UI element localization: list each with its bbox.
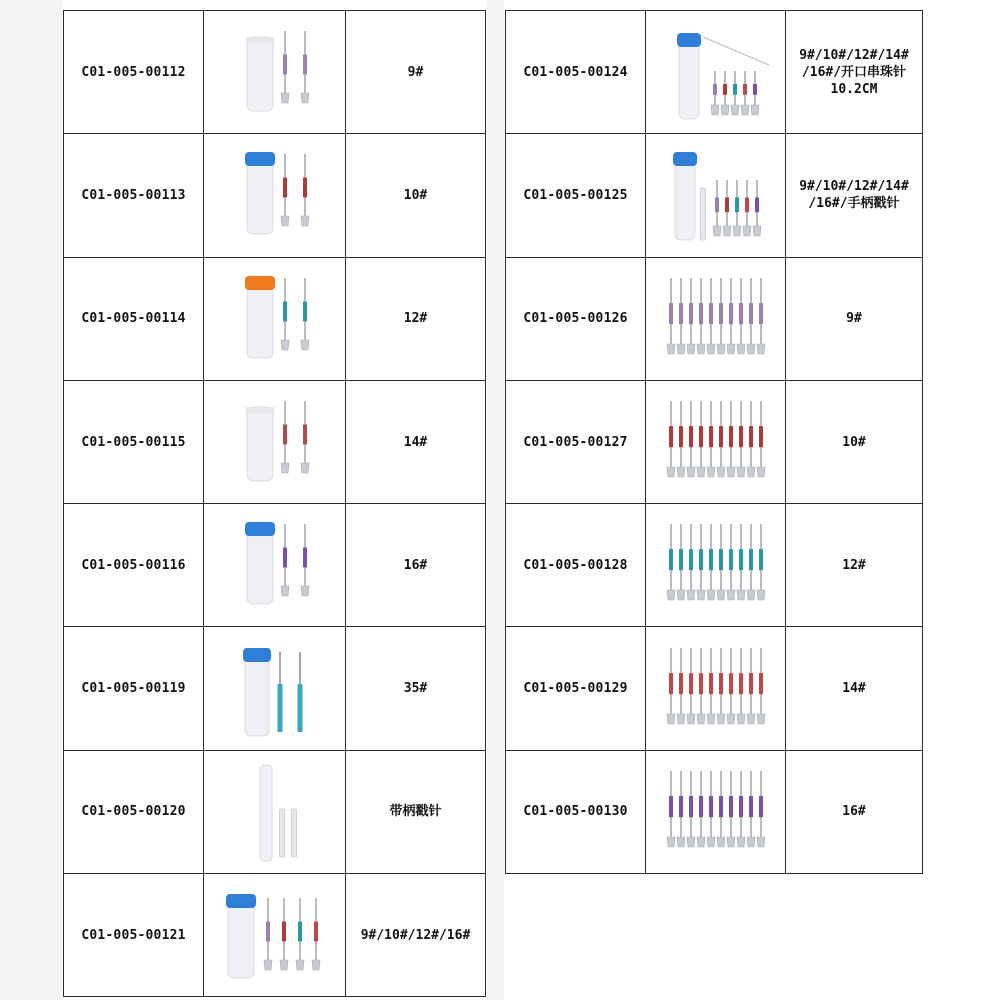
needle-hub — [301, 586, 309, 596]
product-image-cell — [646, 257, 786, 380]
needle-hub — [707, 590, 715, 600]
product-code: C01-005-00116 — [64, 504, 204, 627]
needle-band — [709, 303, 713, 324]
needle-band — [753, 84, 757, 95]
needle-band — [709, 549, 713, 570]
tube-cap — [245, 152, 275, 166]
needle-band — [679, 426, 683, 447]
needle-hub — [667, 590, 675, 600]
rod — [291, 809, 296, 857]
needle-band — [709, 426, 713, 447]
needle-band — [719, 796, 723, 817]
product-row — [64, 11, 486, 134]
needle-hub — [737, 344, 745, 354]
needle-band — [283, 55, 287, 75]
product-row — [506, 134, 923, 257]
product-code: C01-005-00124 — [506, 11, 646, 134]
product-code: C01-005-00130 — [506, 750, 646, 873]
product-image-cell — [204, 627, 346, 750]
needle-band — [739, 426, 743, 447]
needle-band — [298, 922, 302, 942]
product-code: C01-005-00120 — [64, 750, 204, 873]
product-row — [64, 380, 486, 503]
needle-hub — [727, 344, 735, 354]
needle-hub — [727, 714, 735, 724]
needle-hub — [727, 837, 735, 847]
product-photo — [651, 510, 781, 620]
needle-band — [679, 303, 683, 324]
tube — [228, 902, 254, 978]
needle-hub — [264, 960, 272, 970]
needle-band — [699, 549, 703, 570]
needle-hub — [281, 586, 289, 596]
product-row — [506, 380, 923, 503]
needle-hub — [757, 344, 765, 354]
product-row — [506, 750, 923, 873]
needle-band — [669, 673, 673, 694]
needle-band — [749, 673, 753, 694]
product-code: C01-005-00125 — [506, 134, 646, 257]
tube-rim — [246, 37, 274, 43]
needle-hub — [717, 714, 725, 724]
needle-band — [283, 178, 287, 198]
needle-hub — [737, 837, 745, 847]
product-spec: 12# — [346, 257, 486, 380]
product-code: C01-005-00114 — [64, 257, 204, 380]
needle-hub — [697, 467, 705, 477]
product-image-cell — [646, 627, 786, 750]
needle-handle — [277, 684, 282, 732]
needle-band — [314, 922, 318, 942]
needle-band — [699, 426, 703, 447]
needle-hub — [281, 93, 289, 103]
product-image-cell — [646, 134, 786, 257]
beading-wire — [703, 37, 769, 65]
tube — [675, 160, 695, 240]
needle-hub — [697, 344, 705, 354]
needle-band — [689, 673, 693, 694]
needle-hub — [757, 714, 765, 724]
product-code: C01-005-00121 — [64, 874, 204, 997]
needle-band — [669, 303, 673, 324]
needle-hub — [667, 837, 675, 847]
needle-hub — [747, 590, 755, 600]
needle-hub — [697, 837, 705, 847]
right-product-table — [505, 10, 923, 874]
needle-hub — [737, 714, 745, 724]
product-code: C01-005-00126 — [506, 257, 646, 380]
needle-hub — [677, 344, 685, 354]
product-spec: 9#/10#/12#/14# /16#/手柄戳针 — [786, 134, 923, 257]
needle-band — [723, 84, 727, 95]
product-photo — [210, 510, 340, 620]
needle-band — [719, 426, 723, 447]
product-image-cell — [646, 504, 786, 627]
needle-band — [679, 549, 683, 570]
needle-band — [303, 55, 307, 75]
needle-handle — [297, 684, 302, 732]
needle-hub — [753, 226, 761, 236]
needle-band — [283, 301, 287, 321]
product-row — [506, 11, 923, 134]
needle-hub — [751, 105, 759, 115]
needle-band — [282, 922, 286, 942]
product-image-cell — [646, 750, 786, 873]
needle-band — [749, 426, 753, 447]
needle-band — [669, 549, 673, 570]
product-row — [64, 750, 486, 873]
needle-hub — [737, 590, 745, 600]
needle-band — [689, 549, 693, 570]
needle-hub — [677, 590, 685, 600]
needle-hub — [721, 105, 729, 115]
product-spec: 35# — [346, 627, 486, 750]
needle-hub — [697, 714, 705, 724]
product-spec: 16# — [786, 750, 923, 873]
needle-band — [759, 426, 763, 447]
tube — [260, 765, 272, 861]
tube — [247, 284, 273, 358]
product-spec: 10# — [786, 380, 923, 503]
product-photo — [651, 264, 781, 374]
product-row — [64, 134, 486, 257]
needle-hub — [717, 590, 725, 600]
product-image-cell — [204, 11, 346, 134]
needle-band — [303, 548, 307, 568]
product-photo — [210, 17, 340, 127]
product-row — [64, 874, 486, 997]
needle-band — [749, 549, 753, 570]
needle-band — [283, 425, 287, 445]
needle-band — [689, 303, 693, 324]
needle-band — [755, 198, 759, 213]
needle-band — [689, 426, 693, 447]
product-image-cell — [204, 750, 346, 873]
product-row — [64, 504, 486, 627]
left-product-table — [63, 10, 486, 997]
product-image-cell — [204, 380, 346, 503]
center-gap-shade — [487, 0, 504, 1000]
needle-band — [266, 922, 270, 942]
product-spec: 10# — [346, 134, 486, 257]
needle-band — [679, 673, 683, 694]
product-row — [506, 257, 923, 380]
needle-hub — [707, 344, 715, 354]
needle-hub — [301, 340, 309, 350]
needle-band — [699, 673, 703, 694]
tube-cap — [673, 152, 697, 166]
needle-band — [729, 549, 733, 570]
needle-band — [715, 198, 719, 213]
product-photo — [651, 634, 781, 744]
needle-hub — [697, 590, 705, 600]
product-code: C01-005-00119 — [64, 627, 204, 750]
needle-band — [699, 303, 703, 324]
needle-hub — [687, 344, 695, 354]
needle-band — [713, 84, 717, 95]
needle-hub — [312, 960, 320, 970]
product-row — [506, 627, 923, 750]
needle-hub — [741, 105, 749, 115]
needle-hub — [711, 105, 719, 115]
needle-hub — [747, 837, 755, 847]
needle-hub — [301, 216, 309, 226]
needle-band — [729, 796, 733, 817]
product-photo — [210, 634, 340, 744]
needle-band — [735, 198, 739, 213]
needle-hub — [707, 467, 715, 477]
product-spec: 14# — [346, 380, 486, 503]
product-photo — [651, 17, 781, 127]
needle-hub — [747, 344, 755, 354]
product-spec: 9# — [786, 257, 923, 380]
needle-band — [729, 673, 733, 694]
needle-hub — [727, 467, 735, 477]
needle-hub — [727, 590, 735, 600]
needle-band — [709, 796, 713, 817]
product-code: C01-005-00128 — [506, 504, 646, 627]
needle-band — [303, 301, 307, 321]
needle-band — [719, 673, 723, 694]
needle-hub — [301, 463, 309, 473]
needle-hub — [737, 467, 745, 477]
needle-band — [303, 425, 307, 445]
needle-hub — [667, 344, 675, 354]
product-photo — [210, 264, 340, 374]
needle-hub — [281, 216, 289, 226]
needle-hub — [301, 93, 309, 103]
needle-hub — [717, 344, 725, 354]
product-photo — [651, 387, 781, 497]
needle-hub — [707, 837, 715, 847]
needle-hub — [677, 714, 685, 724]
needle-band — [699, 796, 703, 817]
product-photo — [210, 757, 340, 867]
needle-hub — [731, 105, 739, 115]
product-spec: 12# — [786, 504, 923, 627]
needle-hub — [757, 837, 765, 847]
product-row — [506, 504, 923, 627]
needle-hub — [281, 340, 289, 350]
product-row — [64, 627, 486, 750]
needle-hub — [747, 467, 755, 477]
product-photo — [651, 140, 781, 250]
needle-hub — [667, 467, 675, 477]
needle-band — [759, 796, 763, 817]
product-image-cell — [204, 257, 346, 380]
tube-cap — [226, 894, 256, 908]
needle-band — [725, 198, 729, 213]
tube — [247, 160, 273, 234]
rod — [279, 809, 284, 857]
needle-band — [729, 303, 733, 324]
product-code: C01-005-00113 — [64, 134, 204, 257]
product-spec: 14# — [786, 627, 923, 750]
product-image-cell — [204, 134, 346, 257]
needle-hub — [687, 590, 695, 600]
needle-hub — [280, 960, 288, 970]
product-photo — [210, 140, 340, 250]
needle-hub — [687, 714, 695, 724]
needle-hub — [677, 467, 685, 477]
needle-hub — [667, 714, 675, 724]
product-photo — [210, 880, 340, 990]
product-image-cell — [204, 504, 346, 627]
needle-hub — [733, 226, 741, 236]
needle-band — [689, 796, 693, 817]
left-table-body — [64, 11, 486, 997]
product-spec: 16# — [346, 504, 486, 627]
needle-band — [669, 796, 673, 817]
needle-band — [669, 426, 673, 447]
tube — [679, 41, 699, 119]
tube-cap — [243, 648, 271, 662]
needle-hub — [757, 467, 765, 477]
tube-rim — [246, 407, 274, 413]
needle-band — [749, 796, 753, 817]
product-code: C01-005-00112 — [64, 11, 204, 134]
needle-band — [749, 303, 753, 324]
needle-band — [739, 549, 743, 570]
product-code: C01-005-00115 — [64, 380, 204, 503]
needle-hub — [757, 590, 765, 600]
product-code: C01-005-00129 — [506, 627, 646, 750]
right-table-body — [506, 11, 923, 874]
product-spec: 带柄戳针 — [346, 750, 486, 873]
needle-hub — [677, 837, 685, 847]
tube-cap — [677, 33, 701, 47]
needle-band — [759, 549, 763, 570]
product-row — [64, 257, 486, 380]
needle-band — [283, 548, 287, 568]
needle-band — [739, 673, 743, 694]
product-spec: 9#/10#/12#/14# /16#/开口串珠针 10.2CM — [786, 11, 923, 134]
needle-band — [759, 673, 763, 694]
needle-band — [709, 673, 713, 694]
needle-hub — [717, 467, 725, 477]
needle-band — [759, 303, 763, 324]
tube — [245, 656, 269, 736]
needle-band — [733, 84, 737, 95]
tube — [247, 407, 273, 481]
needle-band — [719, 549, 723, 570]
needle-hub — [687, 467, 695, 477]
needle-band — [729, 426, 733, 447]
needle-band — [739, 303, 743, 324]
rod — [700, 188, 705, 240]
needle-band — [303, 178, 307, 198]
needle-hub — [743, 226, 751, 236]
needle-hub — [723, 226, 731, 236]
needle-hub — [747, 714, 755, 724]
tube — [247, 37, 273, 111]
needle-band — [743, 84, 747, 95]
needle-hub — [707, 714, 715, 724]
needle-band — [719, 303, 723, 324]
left-margin-shade — [0, 0, 62, 1000]
needle-band — [679, 796, 683, 817]
needle-band — [745, 198, 749, 213]
product-photo — [651, 757, 781, 867]
tube-cap — [245, 522, 275, 536]
needle-band — [739, 796, 743, 817]
tube — [247, 530, 273, 604]
needle-hub — [713, 226, 721, 236]
product-code: C01-005-00127 — [506, 380, 646, 503]
needle-hub — [281, 463, 289, 473]
product-image-cell — [646, 11, 786, 134]
product-spec: 9# — [346, 11, 486, 134]
product-image-cell — [204, 874, 346, 997]
needle-hub — [717, 837, 725, 847]
tube-cap — [245, 276, 275, 290]
product-photo — [210, 387, 340, 497]
product-image-cell — [646, 380, 786, 503]
needle-hub — [687, 837, 695, 847]
product-spec: 9#/10#/12#/16# — [346, 874, 486, 997]
needle-hub — [296, 960, 304, 970]
